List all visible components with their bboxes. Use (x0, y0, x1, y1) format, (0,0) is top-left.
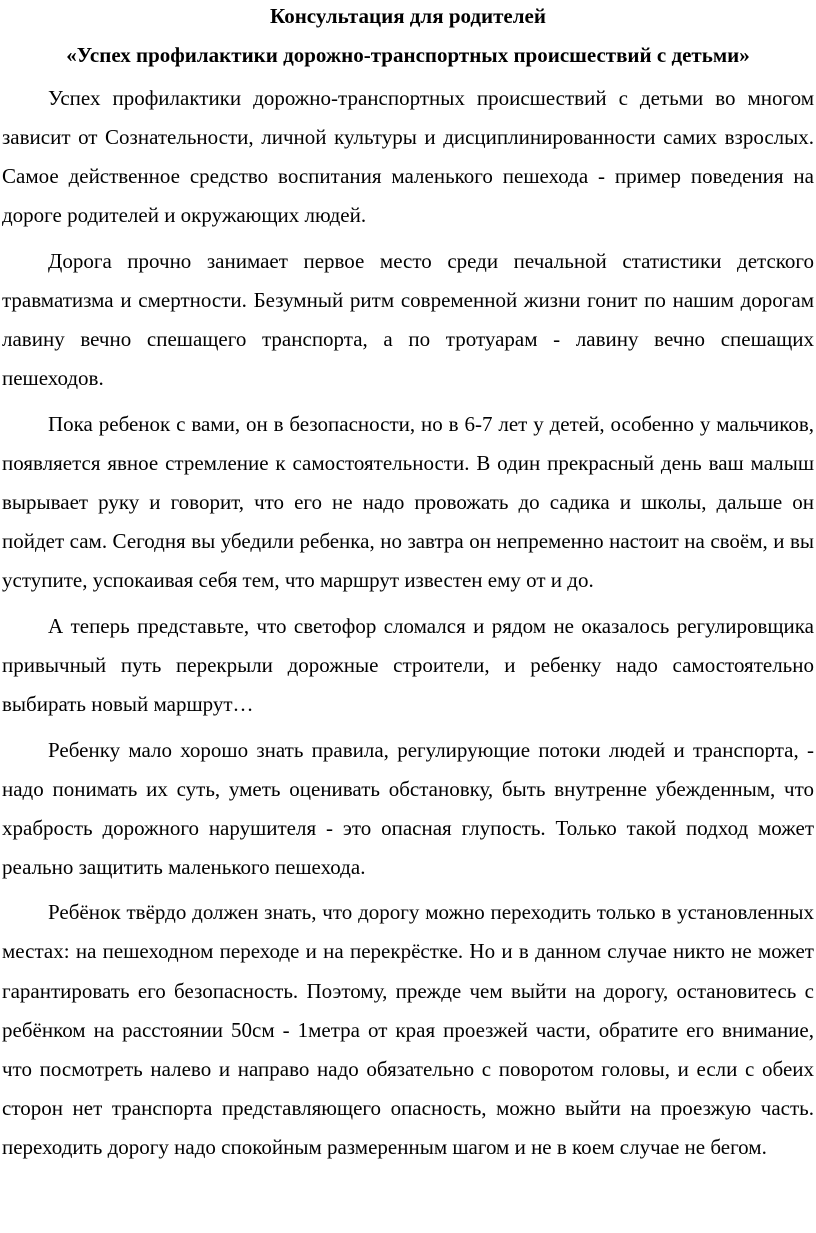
document-subtitle: «Успех профилактики дорожно-транспортных происшествий с детьми» (66, 43, 750, 67)
document-title: Консультация для родителей (270, 4, 546, 28)
paragraph-6: Ребёнок твёрдо должен знать, что дорогу можно переходить только в установленных местах: на пешеходном переходе и на перекрёстке. Но и в данном случае никто не может гарантировать его безопасность. Поэтому, прежде чем выйти на дорогу, остановитесь с ребёнком на расстоянии 50см - 1метра от края проезжей части, обратите его внимание, что посмотреть налево и направо надо обязательно с поворотом головы, и если с обеих сторон нет транспорта представляющего опасность, можно выйти на проезжую часть. переходить дорогу надо спокойным размеренным шагом и не в коем случае не бегом. (2, 900, 814, 1159)
paragraph-3: Пока ребенок с вами, он в безопасности, но в 6-7 лет у детей, особенно у мальчиков, появляется явное стремление к самостоятельности. В один прекрасный день ваш малыш вырывает руку и говорит, что его не надо провожать до садика и школы, дальше он пойдет сам. Сегодня вы убедили ребенка, но завтра он непременно настоит на своём, и вы уступите, успокаивая себя тем, что маршрут известен ему от и до. (2, 411, 814, 593)
paragraph-5: Ребенку мало хорошо знать правила, регулирующие потоки людей и транспорта, - надо понимать их суть, уметь оценивать обстановку, быть внутренне убежденным, что храбрость дорожного нарушителя - это опасная глупость. Только такой подход может реально защитить маленького пешехода. (2, 737, 814, 879)
paragraph-1: Успех профилактики дорожно-транспортных происшествий с детьми во многом зависит от Сознательности, личной культуры и дисциплинированности самих взрослых. Самое действенное средство воспитания маленького пешехода - пример поведения на дороге родителей и окружающих людей. (2, 86, 814, 228)
paragraph-4: А теперь представьте, что светофор сломался и рядом не оказалось регулировщика привычный путь перекрыли дорожные строители, и ребенку надо самостоятельно выбирать новый маршрут… (2, 613, 814, 716)
paragraph-2: Дорога прочно занимает первое место среди печальной статистики детского травматизма и смертности. Безумный ритм современной жизни гонит по нашим дорогам лавину вечно спешащего транспорта, а по тротуарам - лавину вечно спешащих пешеходов. (2, 248, 814, 391)
